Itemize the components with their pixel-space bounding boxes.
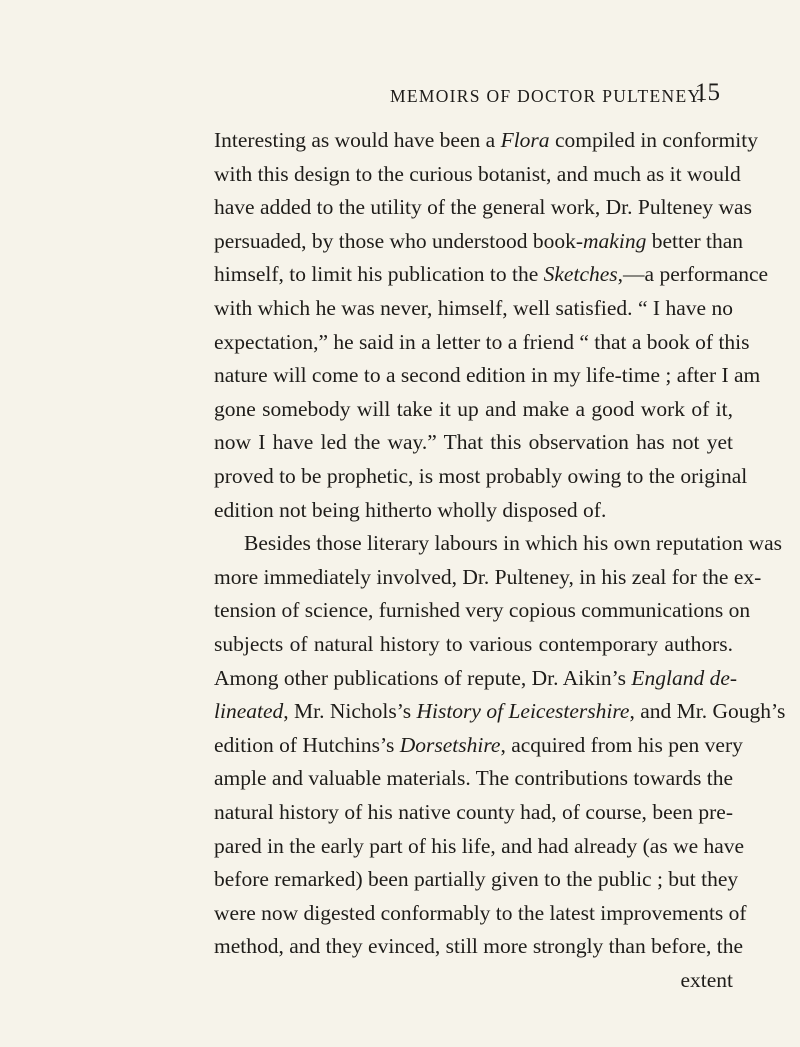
text-line: Besides those literary labours in which his own reputation was <box>244 531 782 556</box>
text-line: tension of science, furnished very copious communications on <box>214 598 751 623</box>
text-line: subjects of natural history to various contemporary authors. <box>214 632 733 656</box>
italic-text: England de- <box>631 665 738 690</box>
text-line: method, and they evinced, still more strongly than before, the <box>214 934 743 959</box>
text-line: Among other publications of repute, Dr. Aikin’s England de- <box>214 665 738 690</box>
text-line: pared in the early part of his life, and had already (as we have <box>214 833 745 858</box>
text-line: nature will come to a second edition in my life-time ; after I am <box>214 363 761 388</box>
italic-text: Dorsetshire <box>399 732 501 757</box>
text-line: were now digested conformably to the latest improvements of <box>214 900 747 925</box>
text-line: edition not being hitherto wholly disposed of. <box>214 497 607 522</box>
running-head <box>390 79 720 116</box>
catchword: extent <box>680 968 733 992</box>
text-line: with which he was never, himself, well satisfied. “ I have no <box>214 296 733 320</box>
text-line: persuaded, by those who understood book-making better than <box>214 228 744 253</box>
italic-text: History of Leicestershire <box>416 699 630 724</box>
text-line: gone somebody will take it up and make a good work of it, <box>214 396 733 421</box>
text-line: with this design to the curious botanist, and much as it would <box>214 161 741 186</box>
italic-text: Sketches <box>543 262 618 287</box>
text-line: proved to be prophetic, is most probably owing to the original <box>214 464 748 488</box>
text-line: lineated, Mr. Nichols’s History of Leicestershire, and Mr. Gough’s <box>214 699 786 724</box>
text-line: have added to the utility of the general work, Dr. Pulteney was <box>214 195 752 220</box>
text-line: more immediately involved, Dr. Pulteney, in his zeal for the ex- <box>214 564 762 589</box>
text-line: before remarked) been partially given to the public ; but they <box>214 867 739 892</box>
text-line: natural history of his native county had, of course, been pre- <box>214 800 733 824</box>
text-line: expectation,” he said in a letter to a friend “ that a book of this <box>214 329 750 354</box>
text-line: himself, to limit his publication to the Sketches,—a performance <box>214 262 769 287</box>
text-line: now I have led the way.” That this observation has not yet <box>214 430 733 455</box>
running-title: MEMOIRS OF DOCTOR PULTENEY. <box>390 86 705 106</box>
text-line: Interesting as would have been a Flora compiled in conformity <box>214 128 758 152</box>
italic-text: lineated <box>214 699 284 724</box>
text-line: edition of Hutchins’s Dorsetshire, acquired from his pen very <box>214 732 743 757</box>
page-number: 15 <box>695 79 720 106</box>
text-line: ample and valuable materials. The contributions towards the <box>214 766 734 791</box>
italic-text: Flora <box>500 128 550 152</box>
italic-text: making <box>583 228 647 253</box>
